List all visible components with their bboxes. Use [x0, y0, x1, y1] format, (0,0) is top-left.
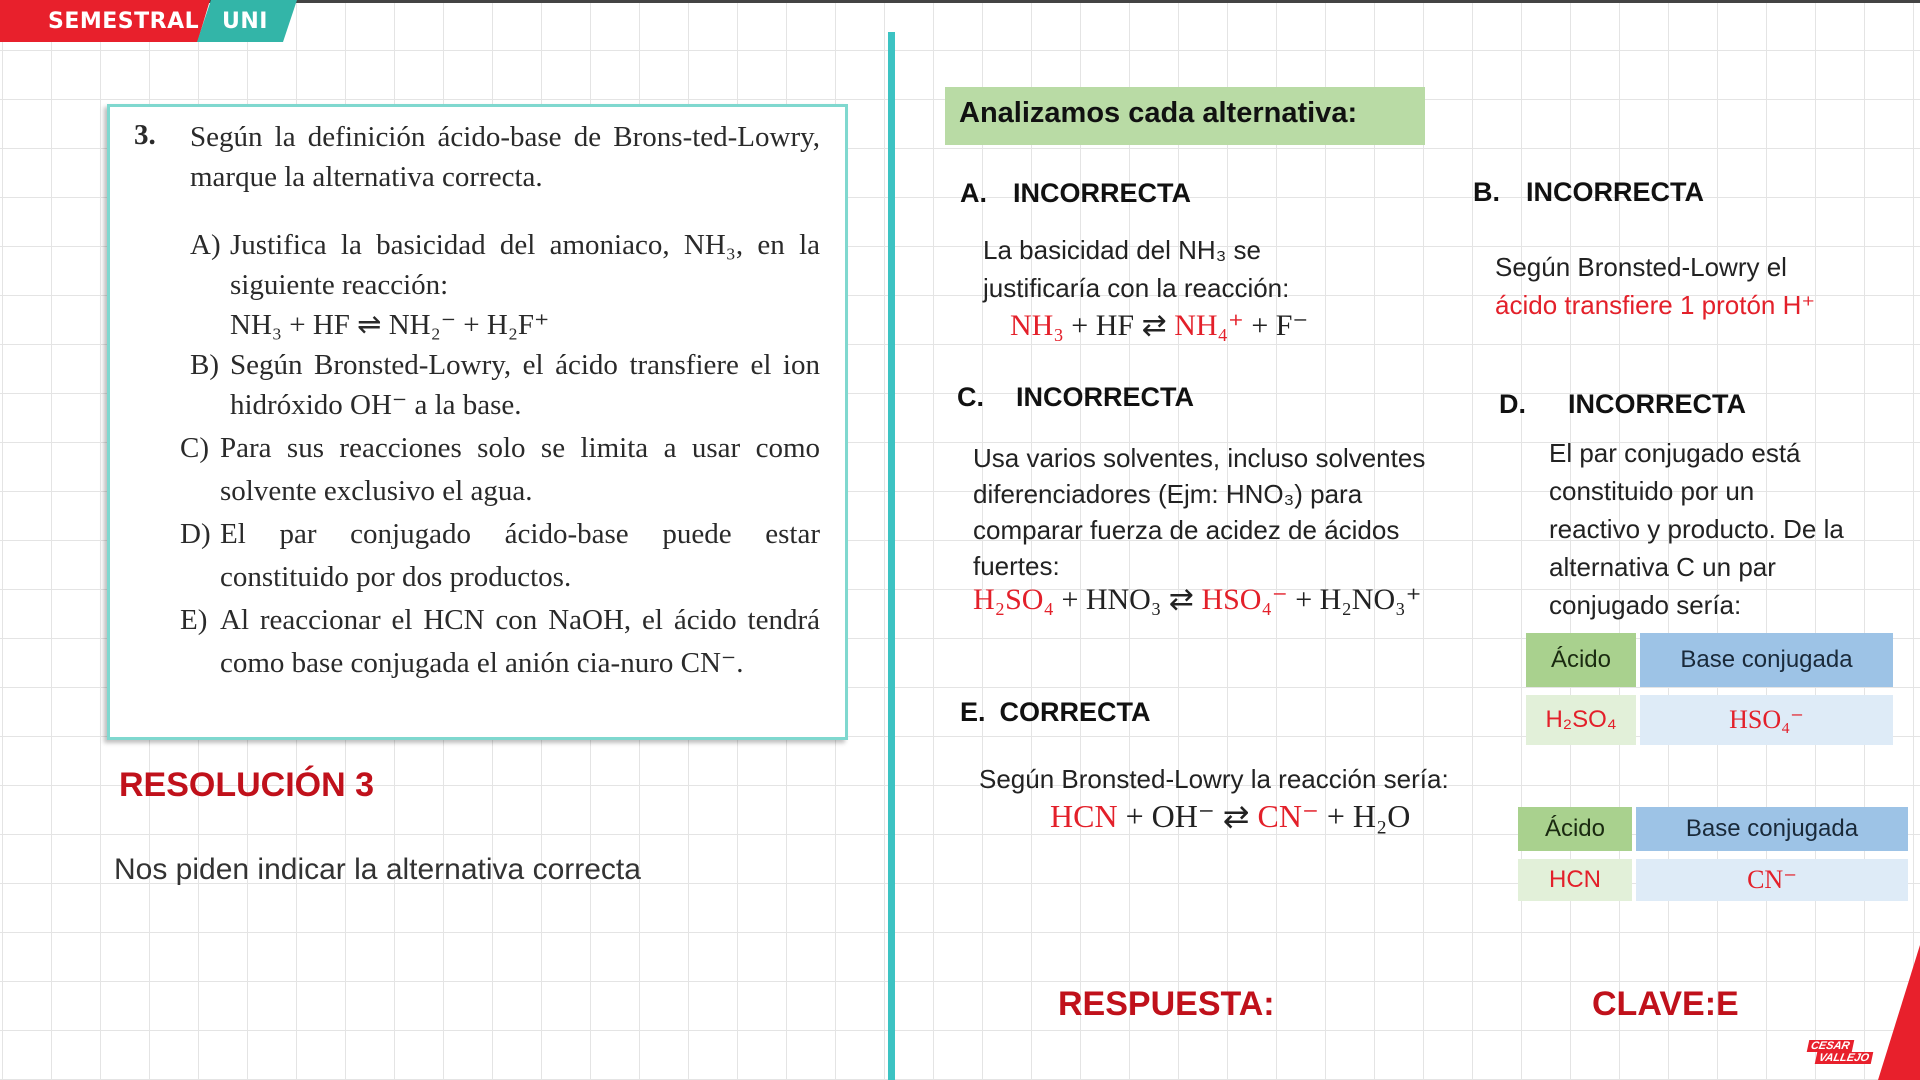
resolution-title: RESOLUCIÓN 3: [119, 766, 375, 804]
question-box: [107, 104, 848, 740]
alt-a-equation: [1010, 308, 1308, 343]
alt-e-table-header-base: Base conjugada: [1636, 807, 1908, 851]
logo-triangle: [1878, 945, 1920, 1080]
alt-c-line4: fuertes:: [973, 551, 1060, 581]
alt-c-verdict: INCORRECTA: [1016, 382, 1194, 412]
alt-c-line1: Usa varios solventes, incluso solventes: [973, 443, 1426, 473]
option-c-label: C): [180, 432, 209, 464]
alt-e-verdict: CORRECTA: [999, 697, 1151, 727]
option-d-label: D): [180, 518, 211, 550]
alt-e-table-acid: HCN: [1518, 859, 1632, 901]
alt-a-line1: La basicidad del NH₃ se: [983, 235, 1261, 265]
alt-c-heading: [957, 382, 1194, 413]
alt-c-line3: comparar fuerza de acidez de ácidos: [973, 515, 1400, 545]
alt-a-eq-product: NH₄⁺: [1174, 309, 1244, 342]
alt-d-table-header-base: Base conjugada: [1640, 633, 1893, 687]
alt-a-eq-op2: + F⁻: [1243, 309, 1309, 342]
alt-a-heading: [960, 178, 1191, 209]
alt-e-eq-op1: + OH⁻ ⇄: [1117, 798, 1258, 834]
alt-d-line3: reactivo y producto. De la: [1549, 514, 1844, 544]
option-e-text: Al reaccionar el HCN con NaOH, el ácido tendrá como base conjugada el anión cia-nuro CN⁻.: [220, 604, 820, 679]
alt-e-eq-op2: + H₂O: [1318, 798, 1411, 834]
analysis-title: Analizamos cada alternativa:: [945, 87, 1425, 145]
alt-b-verdict: INCORRECTA: [1526, 177, 1704, 207]
alt-d-line1: El par conjugado está: [1549, 438, 1801, 468]
alt-d-line4: alternativa C un par: [1549, 552, 1776, 582]
alt-a-eq-reactant: NH₃: [1010, 309, 1064, 342]
alt-a-line2: justificaría con la reacción:: [983, 273, 1290, 303]
alt-b-text: [1495, 248, 1815, 324]
alt-a-eq-op1: + HF ⇄: [1063, 309, 1175, 342]
alt-d-table-header-acid: Ácido: [1526, 633, 1636, 687]
option-a-equation: NH₃ + HF ⇌ NH₂⁻ + H₂F⁺: [230, 309, 550, 341]
alt-e-line1: Según Bronsted-Lowry la reacción sería:: [979, 764, 1449, 794]
alt-b-line2: ácido transfiere 1 protón H⁺: [1495, 290, 1816, 320]
alt-b-heading: [1473, 177, 1704, 208]
alt-b-letter: B.: [1473, 177, 1500, 207]
alt-c-eq-op1: + HNO₃ ⇄: [1053, 583, 1202, 616]
alt-c-text: [973, 440, 1425, 584]
option-a-text: Justifica la basicidad del amoniaco, NH₃, en la siguiente reacción:: [230, 229, 820, 301]
alt-c-equation: [973, 582, 1421, 617]
alt-d-line5: conjugado sería:: [1549, 590, 1742, 620]
resolution-intro: Nos piden indicar la alternativa correcta: [114, 853, 641, 886]
alt-e-table: [1518, 807, 1908, 901]
alt-e-eq-reactant: HCN: [1050, 798, 1118, 834]
alt-b-line1: Según Bronsted-Lowry el: [1495, 252, 1787, 282]
alt-d-line2: constituido por un: [1549, 476, 1755, 506]
alt-d-table-acid: H₂SO₄: [1526, 695, 1636, 745]
alt-d-letter: D.: [1499, 389, 1526, 419]
alt-c-eq-product: HSO₄⁻: [1201, 583, 1288, 616]
alt-c-line2: diferenciadores (Ejm: HNO₃) para: [973, 479, 1363, 509]
alt-e-table-base: CN⁻: [1636, 859, 1908, 901]
alt-d-heading: [1499, 389, 1746, 420]
option-b-text: Según Bronsted-Lowry, el ácido transfiere el ion hidróxido OH⁻ a la base.: [230, 349, 820, 421]
alt-a-verdict: INCORRECTA: [1013, 178, 1191, 208]
alt-a-text: [983, 231, 1289, 307]
alt-e-eq-product: CN⁻: [1257, 798, 1319, 834]
alt-e-table-header-acid: Ácido: [1518, 807, 1632, 851]
cesar-vallejo-logo: [1808, 1040, 1878, 1064]
logo-line1: CESAR: [1807, 1040, 1854, 1052]
answer-key: CLAVE:E: [1592, 985, 1739, 1023]
alt-d-verdict: INCORRECTA: [1568, 389, 1746, 419]
question-stem: Según la definición ácido-base de Brons-ted-Lowry, marque la alternativa correcta.: [190, 121, 820, 193]
alt-a-letter: A.: [960, 178, 987, 208]
alt-e-equation: [1050, 797, 1410, 835]
alt-e-heading: [960, 697, 1151, 728]
vertical-divider: [888, 32, 895, 1080]
question-number: 3.: [134, 119, 156, 151]
alt-d-table-base: HSO₄⁻: [1640, 695, 1893, 745]
banner-uni-label: UNI: [222, 9, 268, 34]
option-b-label: B): [190, 349, 219, 381]
option-c-text: Para sus reacciones solo se limita a usar como solvente exclusivo el agua.: [220, 432, 820, 507]
alt-c-letter: C.: [957, 382, 984, 412]
alt-c-eq-op2: + H₂NO₃⁺: [1287, 583, 1422, 616]
alt-d-table: [1526, 633, 1893, 745]
alt-e-letter: E.: [960, 697, 986, 727]
answer-label: RESPUESTA:: [1058, 985, 1275, 1023]
alt-d-text: [1549, 434, 1844, 624]
alt-c-eq-reactant: H₂SO₄: [973, 583, 1054, 616]
option-a-label: A): [190, 229, 221, 261]
option-d-text: El par conjugado ácido-base puede estar constituido por dos productos.: [220, 518, 820, 593]
logo-line2: VALLEJO: [1815, 1052, 1873, 1064]
option-e-label: E): [180, 604, 208, 636]
banner-semestral-label: SEMESTRAL: [48, 9, 200, 34]
